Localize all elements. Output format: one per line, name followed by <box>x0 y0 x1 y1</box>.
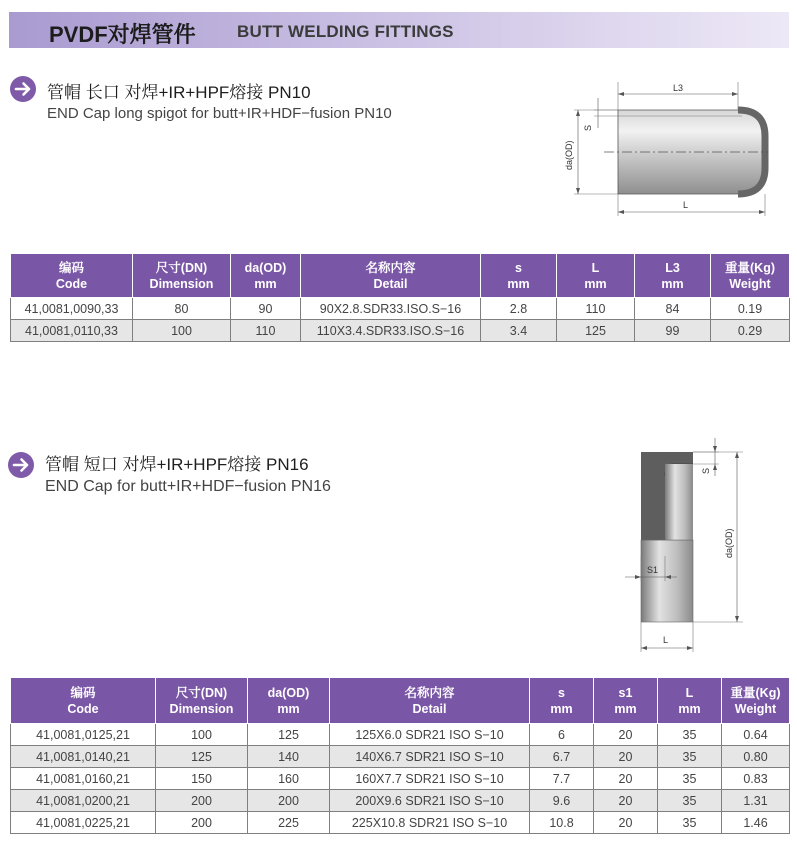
header-cell: 重量(Kg) Weight <box>722 678 790 724</box>
l-cell: 35 <box>658 768 722 790</box>
dim-s-label: S <box>583 124 593 131</box>
dimension-cell: 200 <box>156 790 248 812</box>
l-cell: 35 <box>658 812 722 834</box>
header-cell: da(OD) mm <box>231 254 301 298</box>
header-cell: 尺寸(DN) Dimension <box>156 678 248 724</box>
weight-cell: 0.29 <box>711 320 790 342</box>
dim-l-label: L <box>663 635 669 645</box>
header-cell: L3 mm <box>635 254 711 298</box>
weight-cell: 0.64 <box>722 724 790 746</box>
s1-cell: 20 <box>594 790 658 812</box>
l-cell: 35 <box>658 790 722 812</box>
banner-title-cn: PVDF对焊管件 <box>49 22 196 47</box>
table-row <box>11 746 790 768</box>
l3-cell: 84 <box>635 298 711 320</box>
header-cell: s1 mm <box>594 678 658 724</box>
header-cell: L mm <box>557 254 635 298</box>
section1-title-cn: 管帽 长口 对焊+IR+HPF熔接 PN10 <box>47 83 311 102</box>
detail-cell: 200X9.6 SDR21 ISO S−10 <box>330 790 530 812</box>
dim-s-label: S <box>701 467 711 474</box>
s-cell: 10.8 <box>530 812 594 834</box>
spec-table-pn16 <box>10 677 790 834</box>
s1-cell: 20 <box>594 768 658 790</box>
s-cell: 9.6 <box>530 790 594 812</box>
code-cell: 41,0081,0110,33 <box>11 320 133 342</box>
arrow-right-icon <box>8 452 34 478</box>
dim-s1-label: S1 <box>647 565 659 575</box>
dimension-cell: 125 <box>156 746 248 768</box>
table-header-row <box>11 254 790 298</box>
detail-cell: 110X3.4.SDR33.ISO.S−16 <box>301 320 481 342</box>
header-cell: 编码 Code <box>11 254 133 298</box>
l-cell: 35 <box>658 746 722 768</box>
s-cell: 2.8 <box>481 298 557 320</box>
header-cell: 名称内容 Detail <box>330 678 530 724</box>
code-cell: 41,0081,0090,33 <box>11 298 133 320</box>
banner-title-en: BUTT WELDING FITTINGS <box>237 22 454 41</box>
dimension-cell: 150 <box>156 768 248 790</box>
l-cell: 35 <box>658 724 722 746</box>
s1-cell: 20 <box>594 724 658 746</box>
end-cap-long-diagram <box>560 78 775 223</box>
header-cell: 尺寸(DN) Dimension <box>133 254 231 298</box>
header-cell: s mm <box>481 254 557 298</box>
l3-cell: 99 <box>635 320 711 342</box>
da-cell: 160 <box>248 768 330 790</box>
detail-cell: 90X2.8.SDR33.ISO.S−16 <box>301 298 481 320</box>
weight-cell: 0.19 <box>711 298 790 320</box>
table-row <box>11 790 790 812</box>
arrow-right-icon <box>10 76 36 102</box>
weight-cell: 1.46 <box>722 812 790 834</box>
table-row <box>11 812 790 834</box>
header-cell: 编码 Code <box>11 678 156 724</box>
s-cell: 3.4 <box>481 320 557 342</box>
detail-cell: 125X6.0 SDR21 ISO S−10 <box>330 724 530 746</box>
s-cell: 7.7 <box>530 768 594 790</box>
header-cell: s mm <box>530 678 594 724</box>
detail-cell: 160X7.7 SDR21 ISO S−10 <box>330 768 530 790</box>
dim-da-label: da(OD) <box>564 140 574 170</box>
dimension-cell: 100 <box>156 724 248 746</box>
code-cell: 41,0081,0200,21 <box>11 790 156 812</box>
table-row <box>11 298 790 320</box>
da-cell: 140 <box>248 746 330 768</box>
table-header-row <box>11 678 790 724</box>
dim-l3-label: L3 <box>673 83 684 93</box>
weight-cell: 1.31 <box>722 790 790 812</box>
code-cell: 41,0081,0125,21 <box>11 724 156 746</box>
section2-title-cn: 管帽 短口 对焊+IR+HPF熔接 PN16 <box>45 455 309 474</box>
table-row <box>11 724 790 746</box>
detail-cell: 225X10.8 SDR21 ISO S−10 <box>330 812 530 834</box>
da-cell: 225 <box>248 812 330 834</box>
s1-cell: 20 <box>594 812 658 834</box>
section1-title-en: END Cap long spigot for butt+IR+HDF−fusion PN10 <box>47 105 392 122</box>
s-cell: 6 <box>530 724 594 746</box>
l-cell: 125 <box>557 320 635 342</box>
s1-cell: 20 <box>594 746 658 768</box>
table-row <box>11 768 790 790</box>
l-cell: 110 <box>557 298 635 320</box>
code-cell: 41,0081,0140,21 <box>11 746 156 768</box>
table-row <box>11 320 790 342</box>
code-cell: 41,0081,0160,21 <box>11 768 156 790</box>
da-cell: 110 <box>231 320 301 342</box>
da-cell: 200 <box>248 790 330 812</box>
header-cell: 重量(Kg) Weight <box>711 254 790 298</box>
spec-table-pn10 <box>10 253 790 342</box>
da-cell: 125 <box>248 724 330 746</box>
header-cell: da(OD) mm <box>248 678 330 724</box>
dimension-cell: 100 <box>133 320 231 342</box>
dimension-cell: 200 <box>156 812 248 834</box>
da-cell: 90 <box>231 298 301 320</box>
header-cell: L mm <box>658 678 722 724</box>
weight-cell: 0.80 <box>722 746 790 768</box>
header-banner <box>9 12 789 48</box>
end-cap-short-diagram <box>615 436 755 661</box>
dim-da-label: da(OD) <box>724 528 734 558</box>
section2-title-en: END Cap for butt+IR+HDF−fusion PN16 <box>45 478 331 495</box>
header-cell: 名称内容 Detail <box>301 254 481 298</box>
dim-l-label: L <box>683 200 689 210</box>
dimension-cell: 80 <box>133 298 231 320</box>
s-cell: 6.7 <box>530 746 594 768</box>
detail-cell: 140X6.7 SDR21 ISO S−10 <box>330 746 530 768</box>
code-cell: 41,0081,0225,21 <box>11 812 156 834</box>
weight-cell: 0.83 <box>722 768 790 790</box>
